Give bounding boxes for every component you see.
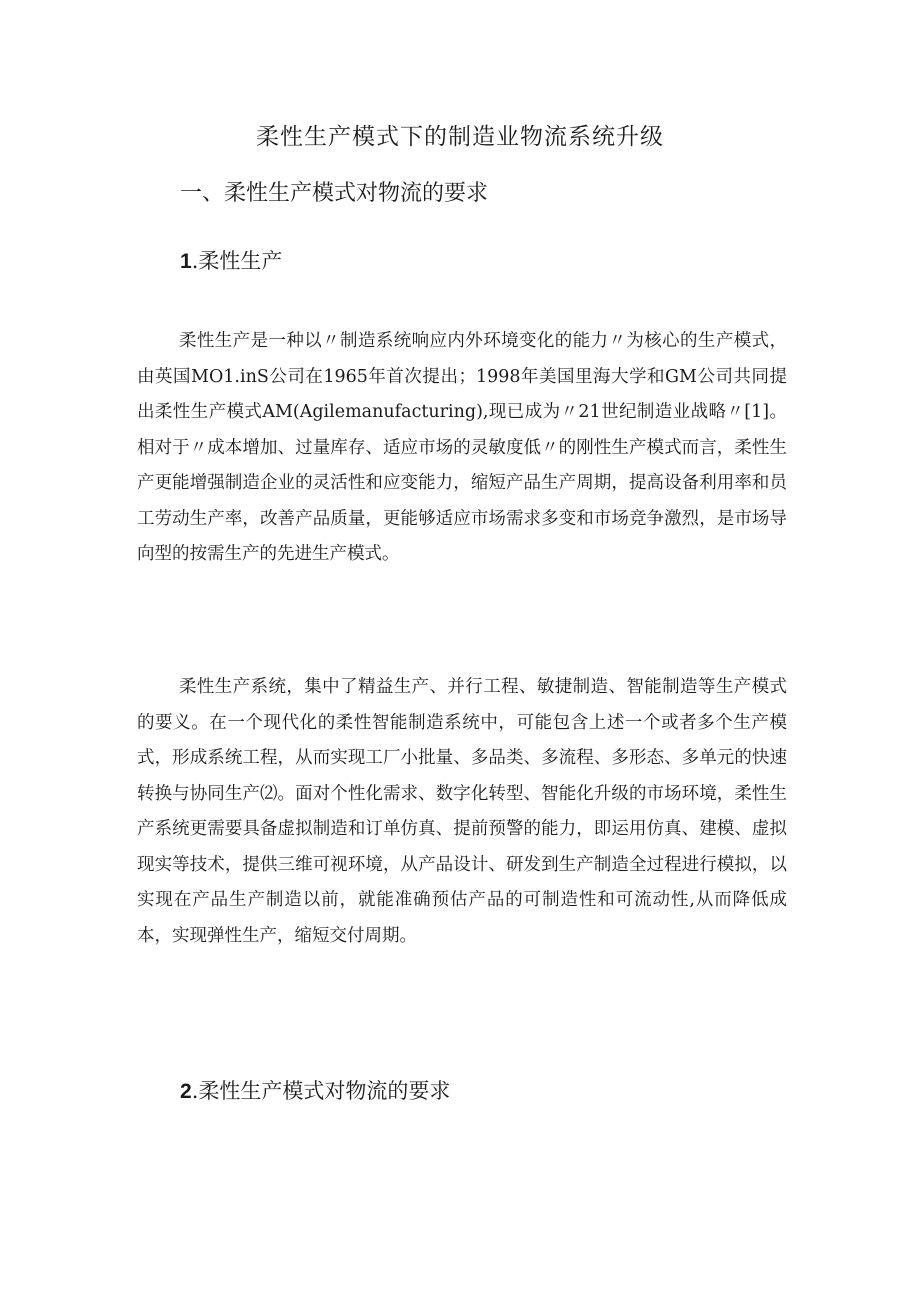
subsection-heading-flexible-production xyxy=(180,245,282,275)
section-heading: 一、柔性生产模式对物流的要求 xyxy=(180,181,489,206)
subsection-label: .柔性生产模式对物流的要求 xyxy=(191,1079,451,1103)
subsection-heading-logistics-requirements xyxy=(180,1075,450,1105)
subsection-label: .柔性生产 xyxy=(191,249,283,273)
subsection-number: 2 xyxy=(180,1080,192,1103)
subsection-number: 1 xyxy=(180,250,192,273)
paragraph-flexible-production-system: 柔性生产系统，集中了精益生产、并行工程、敏捷制造、智能制造等生产模式的要义。在一个现代化的柔性智能制造系统中，可能包含上述一个或者多个生产模式，形成系统工程，从而实现工厂小批量、多品类、多流程、多形态、多单元的快速转换与协同生产⑵。面对个性化需求、数字化转型、智能化升级的市场环境，柔性生产系统更需要具备虚拟制造和订单仿真、提前预警的能力，即运用仿真、建模、虚拟现实等技术，提供三维可视环境，从产品设计、研发到生产制造全过程进行模拟，以实现在产品生产制造以前，就能准确预估产品的可制造性和可流动性,从而降低成本，实现弹性生产，缩短交付周期。 xyxy=(137,677,787,946)
document-title: 柔性生产模式下的制造业物流系统升级 xyxy=(256,124,664,150)
paragraph-flexible-production-intro: 柔性生产是一种以〃制造系统响应内外环境变化的能力〃为核心的生产模式，由英国MO1.inS公司在1965年首次提出；1998年美国里海大学和GM公司共同提出柔性生产模式AM(Agilemanufacturing),现已成为〃21世纪制造业战略〃[1]。相对于〃成本增加、过量库存、适应市场的灵敏度低〃的刚性生产模式而言，柔性生产更能增强制造企业的灵活性和应变能力，缩短产品生产周期，提高设备利用率和员工劳动生产率，改善产品质量，更能够适应市场需求多变和市场竞争激烈，是市场导向型的按需生产的先进生产模式。 xyxy=(137,331,787,564)
